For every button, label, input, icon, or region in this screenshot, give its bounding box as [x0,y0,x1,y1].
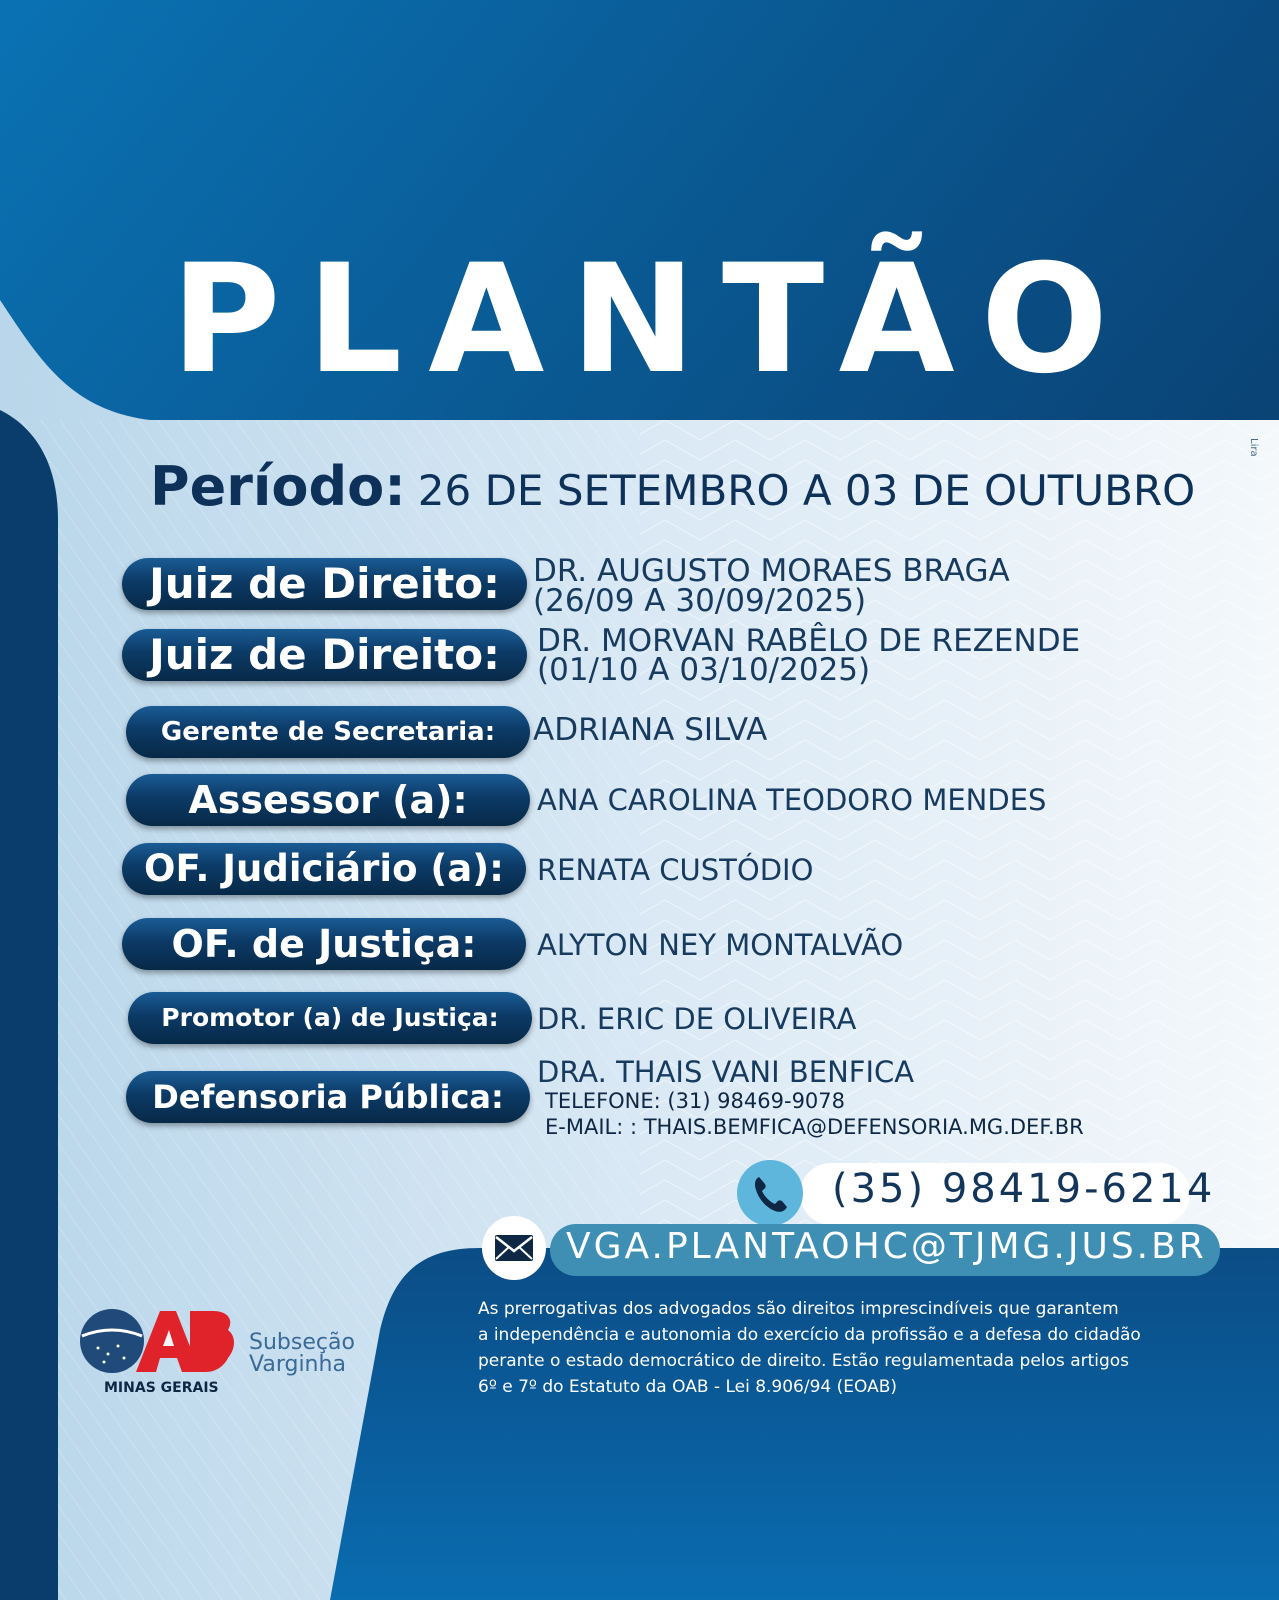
value-assessor: ANA CAROLINA TEODORO MENDES [537,783,1047,817]
value-oficial-judiciario: RENATA CUSTÓDIO [537,853,814,887]
periodo-label: Período: [150,455,406,518]
contact-phone[interactable]: (35) 98419-6214 [832,1166,1216,1212]
periodo [150,455,1195,518]
envelope-icon [482,1216,546,1280]
watermark: Lira [1248,438,1259,457]
subsecao-line2: Varginha [249,1352,346,1377]
label-juiz-1: Juiz de Direito: [122,558,527,610]
value-juiz-2-dates: (01/10 A 03/10/2025) [537,652,871,688]
label-gerente: Gerente de Secretaria: [126,706,530,758]
value-juiz-2-name: DR. MORVAN RABÊLO DE REZENDE [537,623,1081,659]
disclaimer-line: perante o estado democrático de direito. Estão regulamentada pelos artigos [478,1351,1130,1371]
oab-logo [78,1306,238,1401]
label-promotor: Promotor (a) de Justiça: [128,992,532,1044]
disclaimer-line: 6º e 7º do Estatuto da OAB - Lei 8.906/94 (EOAB) [478,1377,898,1397]
periodo-value: 26 DE SETEMBRO A 03 DE OUTUBRO [417,466,1196,515]
label-assessor: Assessor (a): [126,774,530,826]
value-promotor: DR. ERIC DE OLIVEIRA [537,1002,857,1036]
disclaimer [478,1296,1238,1400]
label-oficial-justica: OF. de Justiça: [122,918,526,970]
subsecao [249,1332,355,1376]
disclaimer-line: As prerrogativas dos advogados são direitos imprescindíveis que garantem [478,1299,1119,1319]
value-defensoria: DRA. THAIS VANI BENFICA [537,1055,915,1089]
defensoria-email: E-MAIL: : THAIS.BEMFICA@DEFENSORIA.MG.DEF.BR [545,1115,1084,1139]
value-oficial-justica: ALYTON NEY MONTALVÃO [537,928,904,962]
value-juiz-1-name: DR. AUGUSTO MORAES BRAGA [533,553,1010,589]
value-gerente: ADRIANA SILVA [533,712,768,748]
value-juiz-1-dates: (26/09 A 30/09/2025) [533,583,867,619]
phone-icon [737,1160,803,1226]
disclaimer-line: a independência e autonomia do exercício da profissão e a defesa do cidadão [478,1325,1141,1345]
label-oficial-judiciario: OF. Judiciário (a): [122,843,526,895]
page-title: PLANTÃO [170,233,1135,407]
subsecao-line1: Subseção [249,1330,355,1355]
defensoria-telefone: TELEFONE: (31) 98469-9078 [545,1089,846,1113]
oab-state-label: MINAS GERAIS [104,1380,219,1396]
label-juiz-2: Juiz de Direito: [122,629,527,681]
label-defensoria: Defensoria Pública: [126,1071,530,1123]
contact-email[interactable]: VGA.PLANTAOHC@TJMG.JUS.BR [566,1226,1207,1267]
